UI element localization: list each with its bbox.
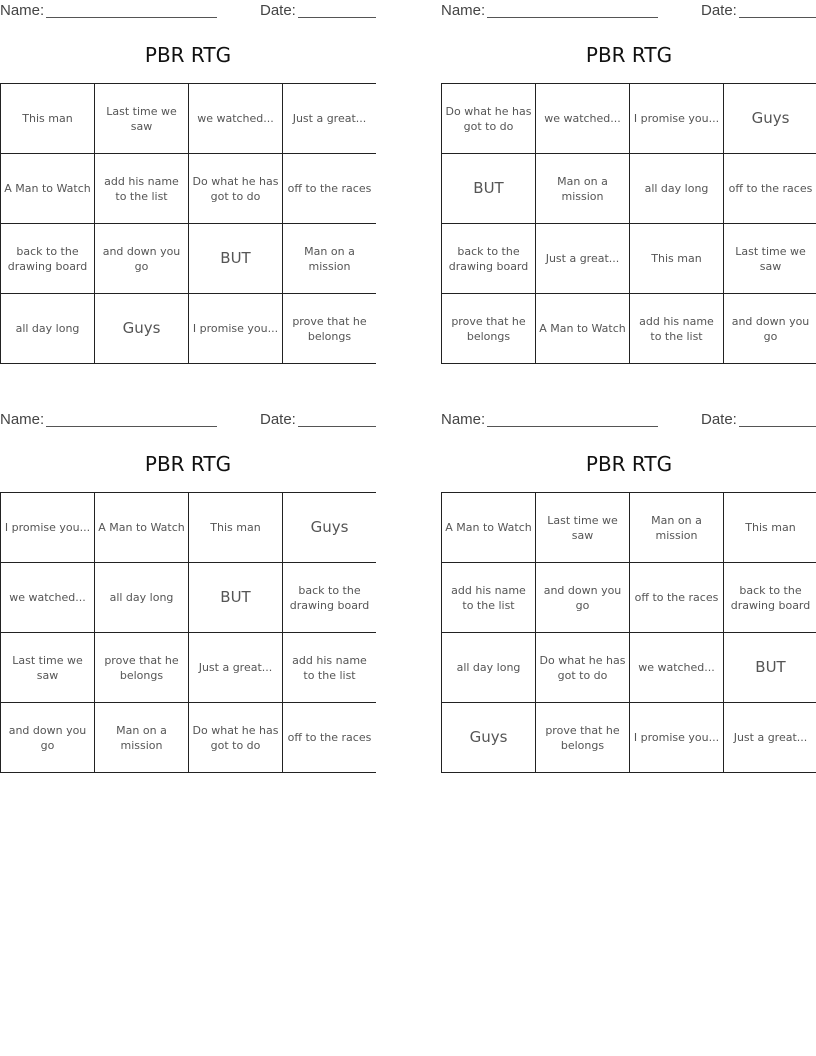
bingo-card [441, 0, 816, 375]
card-header [441, 1, 816, 21]
bingo-cell: A Man to Watch [95, 493, 188, 562]
card-header [0, 410, 376, 430]
bingo-cell: I promise you... [189, 294, 282, 363]
bingo-cell: BUT [442, 154, 535, 223]
name-blank-line [487, 426, 658, 427]
bingo-cell: Last time we saw [724, 224, 816, 293]
bingo-grid [441, 83, 816, 364]
bingo-cell: add his name to the list [442, 563, 535, 632]
card-header [441, 410, 816, 430]
bingo-cell: BUT [724, 633, 816, 702]
bingo-cell: BUT [189, 224, 282, 293]
bingo-cell: all day long [1, 294, 94, 363]
bingo-cell: we watched... [536, 84, 629, 153]
bingo-cell: Last time we saw [95, 84, 188, 153]
date-label: Date: [260, 2, 296, 19]
date-label: Date: [701, 411, 737, 428]
bingo-cell: Guys [95, 294, 188, 363]
card-title: PBR RTG [144, 452, 232, 476]
name-blank-line [487, 17, 658, 18]
bingo-cell: we watched... [1, 563, 94, 632]
bingo-cell: Man on a mission [536, 154, 629, 223]
name-label: Name: [441, 2, 486, 19]
bingo-cell: all day long [630, 154, 723, 223]
card-title: PBR RTG [144, 43, 232, 67]
bingo-cell: Do what he has got to do [536, 633, 629, 702]
bingo-cell: prove that he belongs [442, 294, 535, 363]
bingo-cell: This man [1, 84, 94, 153]
bingo-cell: This man [189, 493, 282, 562]
bingo-cell: Do what he has got to do [189, 703, 282, 772]
bingo-grid [0, 83, 376, 364]
bingo-cell: off to the races [724, 154, 816, 223]
bingo-card [0, 409, 376, 784]
bingo-cell: This man [630, 224, 723, 293]
bingo-cell: Man on a mission [630, 493, 723, 562]
name-label: Name: [0, 2, 45, 19]
bingo-cell: Just a great... [724, 703, 816, 772]
bingo-cell: I promise you... [1, 493, 94, 562]
bingo-cell: Guys [283, 493, 376, 562]
bingo-cell: and down you go [95, 224, 188, 293]
name-blank-line [46, 426, 217, 427]
bingo-cell: Do what he has got to do [189, 154, 282, 223]
bingo-cell: Just a great... [283, 84, 376, 153]
bingo-cell: all day long [95, 563, 188, 632]
name-label: Name: [441, 411, 486, 428]
bingo-cell: back to the drawing board [283, 563, 376, 632]
bingo-cell: off to the races [283, 703, 376, 772]
bingo-cell: Last time we saw [536, 493, 629, 562]
bingo-cell: prove that he belongs [283, 294, 376, 363]
bingo-cell: prove that he belongs [95, 633, 188, 702]
name-blank-line [46, 17, 217, 18]
bingo-cell: and down you go [724, 294, 816, 363]
bingo-cell: back to the drawing board [724, 563, 816, 632]
bingo-cell: Man on a mission [283, 224, 376, 293]
bingo-cell: all day long [442, 633, 535, 702]
bingo-card [441, 409, 816, 784]
bingo-card [0, 0, 376, 375]
bingo-cell: Just a great... [536, 224, 629, 293]
date-label: Date: [701, 2, 737, 19]
bingo-cell: This man [724, 493, 816, 562]
bingo-cell: off to the races [283, 154, 376, 223]
bingo-cell: Do what he has got to do [442, 84, 535, 153]
bingo-grid [0, 492, 376, 773]
bingo-cell: add his name to the list [283, 633, 376, 702]
bingo-cell: we watched... [189, 84, 282, 153]
bingo-cell: A Man to Watch [1, 154, 94, 223]
bingo-cell: Man on a mission [95, 703, 188, 772]
bingo-cell: add his name to the list [630, 294, 723, 363]
bingo-cell: we watched... [630, 633, 723, 702]
bingo-cell: BUT [189, 563, 282, 632]
date-blank-line [298, 17, 376, 18]
date-blank-line [739, 17, 816, 18]
date-label: Date: [260, 411, 296, 428]
bingo-cell: Just a great... [189, 633, 282, 702]
bingo-cell: prove that he belongs [536, 703, 629, 772]
date-blank-line [298, 426, 376, 427]
bingo-cell: add his name to the list [95, 154, 188, 223]
bingo-grid [441, 492, 816, 773]
name-label: Name: [0, 411, 45, 428]
bingo-cell: I promise you... [630, 703, 723, 772]
date-blank-line [739, 426, 816, 427]
bingo-cell: back to the drawing board [442, 224, 535, 293]
bingo-cell: I promise you... [630, 84, 723, 153]
bingo-cell: Guys [442, 703, 535, 772]
card-header [0, 1, 376, 21]
bingo-cell: off to the races [630, 563, 723, 632]
bingo-cell: and down you go [536, 563, 629, 632]
bingo-cell: Guys [724, 84, 816, 153]
card-title: PBR RTG [585, 452, 673, 476]
bingo-cell: back to the drawing board [1, 224, 94, 293]
bingo-cell: Last time we saw [1, 633, 94, 702]
bingo-cell: A Man to Watch [536, 294, 629, 363]
bingo-cell: A Man to Watch [442, 493, 535, 562]
bingo-cell: and down you go [1, 703, 94, 772]
card-title: PBR RTG [585, 43, 673, 67]
